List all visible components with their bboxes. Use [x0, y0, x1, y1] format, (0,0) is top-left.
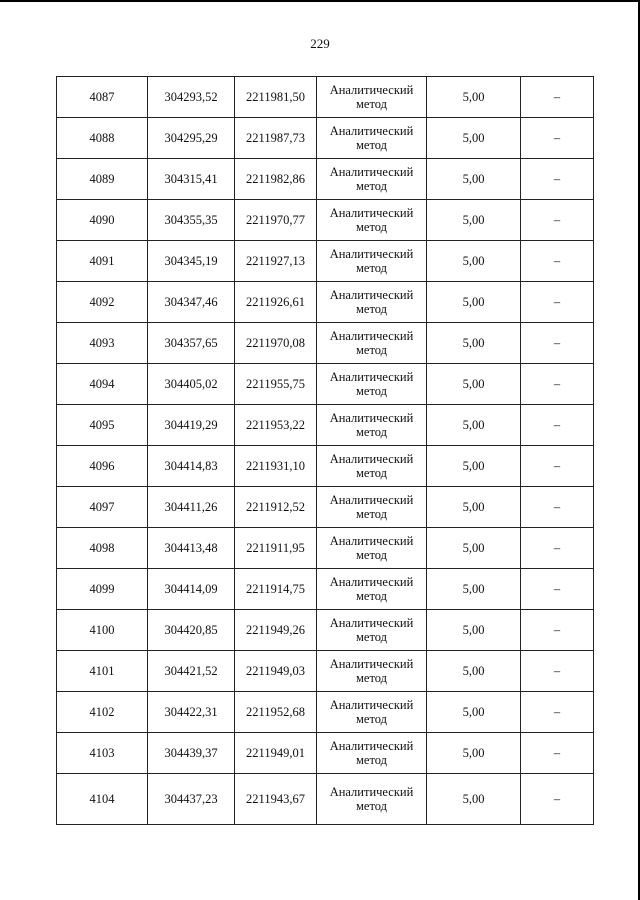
- y-coordinate-cell: 2211911,95: [235, 528, 317, 569]
- y-coordinate-cell: 2211949,03: [235, 651, 317, 692]
- point-number-cell: 4091: [57, 241, 148, 282]
- point-number-cell: 4097: [57, 487, 148, 528]
- table-row: [57, 446, 594, 487]
- method-text: Аналитический: [329, 452, 414, 466]
- method-text: Аналитический: [329, 288, 414, 302]
- note-cell: –: [521, 159, 594, 200]
- accuracy-cell: 5,00: [427, 692, 521, 733]
- note-cell: –: [521, 528, 594, 569]
- coordinates-table-body: [57, 77, 594, 825]
- method-text: метод: [355, 589, 387, 603]
- note-cell: –: [521, 774, 594, 825]
- point-number-cell: 4099: [57, 569, 148, 610]
- method-text: Аналитический: [329, 616, 414, 630]
- y-coordinate-cell: 2211931,10: [235, 446, 317, 487]
- method-cell: [317, 282, 427, 323]
- accuracy-cell: 5,00: [427, 77, 521, 118]
- method-text: метод: [355, 630, 387, 644]
- accuracy-cell: 5,00: [427, 282, 521, 323]
- table-row: [57, 692, 594, 733]
- note-cell: –: [521, 323, 594, 364]
- scan-edge-top: [0, 0, 640, 2]
- x-coordinate-cell: 304345,19: [148, 241, 235, 282]
- table-row: [57, 364, 594, 405]
- method-text: метод: [355, 220, 387, 234]
- method-text: метод: [355, 548, 387, 562]
- method-cell: [317, 569, 427, 610]
- x-coordinate-cell: 304439,37: [148, 733, 235, 774]
- method-text: Аналитический: [329, 124, 414, 138]
- accuracy-cell: 5,00: [427, 733, 521, 774]
- method-text: Аналитический: [329, 575, 414, 589]
- method-cell: [317, 118, 427, 159]
- table-row: [57, 323, 594, 364]
- method-cell: [317, 200, 427, 241]
- x-coordinate-cell: 304355,35: [148, 200, 235, 241]
- point-number-cell: 4088: [57, 118, 148, 159]
- y-coordinate-cell: 2211914,75: [235, 569, 317, 610]
- table-row: [57, 405, 594, 446]
- method-cell: [317, 405, 427, 446]
- accuracy-cell: 5,00: [427, 487, 521, 528]
- note-cell: –: [521, 733, 594, 774]
- method-text: Аналитический: [329, 83, 414, 97]
- method-cell: [317, 610, 427, 651]
- accuracy-cell: 5,00: [427, 774, 521, 825]
- accuracy-cell: 5,00: [427, 200, 521, 241]
- y-coordinate-cell: 2211970,77: [235, 200, 317, 241]
- x-coordinate-cell: 304421,52: [148, 651, 235, 692]
- method-cell: [317, 774, 427, 825]
- method-text: метод: [355, 261, 387, 275]
- method-text: метод: [355, 507, 387, 521]
- method-cell: [317, 241, 427, 282]
- table-row: [57, 610, 594, 651]
- x-coordinate-cell: 304414,09: [148, 569, 235, 610]
- method-text: Аналитический: [329, 493, 414, 507]
- x-coordinate-cell: 304347,46: [148, 282, 235, 323]
- accuracy-cell: 5,00: [427, 651, 521, 692]
- method-text: метод: [355, 753, 387, 767]
- x-coordinate-cell: 304411,26: [148, 487, 235, 528]
- accuracy-cell: 5,00: [427, 323, 521, 364]
- accuracy-cell: 5,00: [427, 159, 521, 200]
- point-number-cell: 4092: [57, 282, 148, 323]
- note-cell: –: [521, 200, 594, 241]
- point-number-cell: 4100: [57, 610, 148, 651]
- table-row: [57, 282, 594, 323]
- table-row: [57, 733, 594, 774]
- table-row: [57, 118, 594, 159]
- note-cell: –: [521, 651, 594, 692]
- note-cell: –: [521, 77, 594, 118]
- y-coordinate-cell: 2211981,50: [235, 77, 317, 118]
- accuracy-cell: 5,00: [427, 405, 521, 446]
- method-cell: [317, 446, 427, 487]
- method-cell: [317, 528, 427, 569]
- y-coordinate-cell: 2211952,68: [235, 692, 317, 733]
- note-cell: –: [521, 487, 594, 528]
- point-number-cell: 4090: [57, 200, 148, 241]
- x-coordinate-cell: 304422,31: [148, 692, 235, 733]
- method-text: метод: [355, 138, 387, 152]
- method-text: Аналитический: [329, 698, 414, 712]
- method-text: Аналитический: [329, 411, 414, 425]
- y-coordinate-cell: 2211949,01: [235, 733, 317, 774]
- coordinates-table: [56, 76, 594, 825]
- y-coordinate-cell: 2211982,86: [235, 159, 317, 200]
- note-cell: –: [521, 610, 594, 651]
- point-number-cell: 4087: [57, 77, 148, 118]
- note-cell: –: [521, 118, 594, 159]
- point-number-cell: 4104: [57, 774, 148, 825]
- y-coordinate-cell: 2211987,73: [235, 118, 317, 159]
- method-text: Аналитический: [329, 165, 414, 179]
- y-coordinate-cell: 2211949,26: [235, 610, 317, 651]
- method-text: метод: [355, 799, 387, 813]
- note-cell: –: [521, 364, 594, 405]
- point-number-cell: 4102: [57, 692, 148, 733]
- note-cell: –: [521, 282, 594, 323]
- accuracy-cell: 5,00: [427, 241, 521, 282]
- accuracy-cell: 5,00: [427, 610, 521, 651]
- y-coordinate-cell: 2211955,75: [235, 364, 317, 405]
- x-coordinate-cell: 304315,41: [148, 159, 235, 200]
- y-coordinate-cell: 2211943,67: [235, 774, 317, 825]
- y-coordinate-cell: 2211926,61: [235, 282, 317, 323]
- page-number: 229: [310, 36, 330, 51]
- accuracy-cell: 5,00: [427, 569, 521, 610]
- table-row: [57, 569, 594, 610]
- note-cell: –: [521, 569, 594, 610]
- point-number-cell: 4094: [57, 364, 148, 405]
- method-text: Аналитический: [329, 739, 414, 753]
- point-number-cell: 4096: [57, 446, 148, 487]
- method-text: метод: [355, 671, 387, 685]
- method-text: Аналитический: [329, 534, 414, 548]
- table-row: [57, 77, 594, 118]
- method-text: Аналитический: [329, 247, 414, 261]
- accuracy-cell: 5,00: [427, 528, 521, 569]
- method-text: метод: [355, 712, 387, 726]
- method-cell: [317, 651, 427, 692]
- x-coordinate-cell: 304405,02: [148, 364, 235, 405]
- accuracy-cell: 5,00: [427, 364, 521, 405]
- note-cell: –: [521, 405, 594, 446]
- y-coordinate-cell: 2211912,52: [235, 487, 317, 528]
- y-coordinate-cell: 2211953,22: [235, 405, 317, 446]
- note-cell: –: [521, 241, 594, 282]
- accuracy-cell: 5,00: [427, 446, 521, 487]
- x-coordinate-cell: 304295,29: [148, 118, 235, 159]
- method-cell: [317, 733, 427, 774]
- point-number-cell: 4089: [57, 159, 148, 200]
- x-coordinate-cell: 304357,65: [148, 323, 235, 364]
- table-row: [57, 774, 594, 825]
- point-number-cell: 4093: [57, 323, 148, 364]
- table-row: [57, 241, 594, 282]
- x-coordinate-cell: 304413,48: [148, 528, 235, 569]
- method-cell: [317, 692, 427, 733]
- method-text: Аналитический: [329, 657, 414, 671]
- method-text: метод: [355, 179, 387, 193]
- table-row: [57, 487, 594, 528]
- method-text: метод: [355, 466, 387, 480]
- x-coordinate-cell: 304419,29: [148, 405, 235, 446]
- x-coordinate-cell: 304293,52: [148, 77, 235, 118]
- x-coordinate-cell: 304414,83: [148, 446, 235, 487]
- table-row: [57, 159, 594, 200]
- x-coordinate-cell: 304420,85: [148, 610, 235, 651]
- method-text: метод: [355, 343, 387, 357]
- table-row: [57, 528, 594, 569]
- y-coordinate-cell: 2211970,08: [235, 323, 317, 364]
- method-text: метод: [355, 384, 387, 398]
- method-text: Аналитический: [329, 370, 414, 384]
- y-coordinate-cell: 2211927,13: [235, 241, 317, 282]
- method-text: метод: [355, 97, 387, 111]
- method-text: Аналитический: [329, 785, 414, 799]
- method-text: метод: [355, 425, 387, 439]
- method-text: метод: [355, 302, 387, 316]
- method-text: Аналитический: [329, 206, 414, 220]
- point-number-cell: 4095: [57, 405, 148, 446]
- method-cell: [317, 487, 427, 528]
- note-cell: –: [521, 692, 594, 733]
- table-row: [57, 200, 594, 241]
- method-text: Аналитический: [329, 329, 414, 343]
- method-cell: [317, 159, 427, 200]
- method-cell: [317, 364, 427, 405]
- method-cell: [317, 323, 427, 364]
- table-row: [57, 651, 594, 692]
- point-number-cell: 4103: [57, 733, 148, 774]
- note-cell: –: [521, 446, 594, 487]
- point-number-cell: 4101: [57, 651, 148, 692]
- method-cell: [317, 77, 427, 118]
- point-number-cell: 4098: [57, 528, 148, 569]
- accuracy-cell: 5,00: [427, 118, 521, 159]
- x-coordinate-cell: 304437,23: [148, 774, 235, 825]
